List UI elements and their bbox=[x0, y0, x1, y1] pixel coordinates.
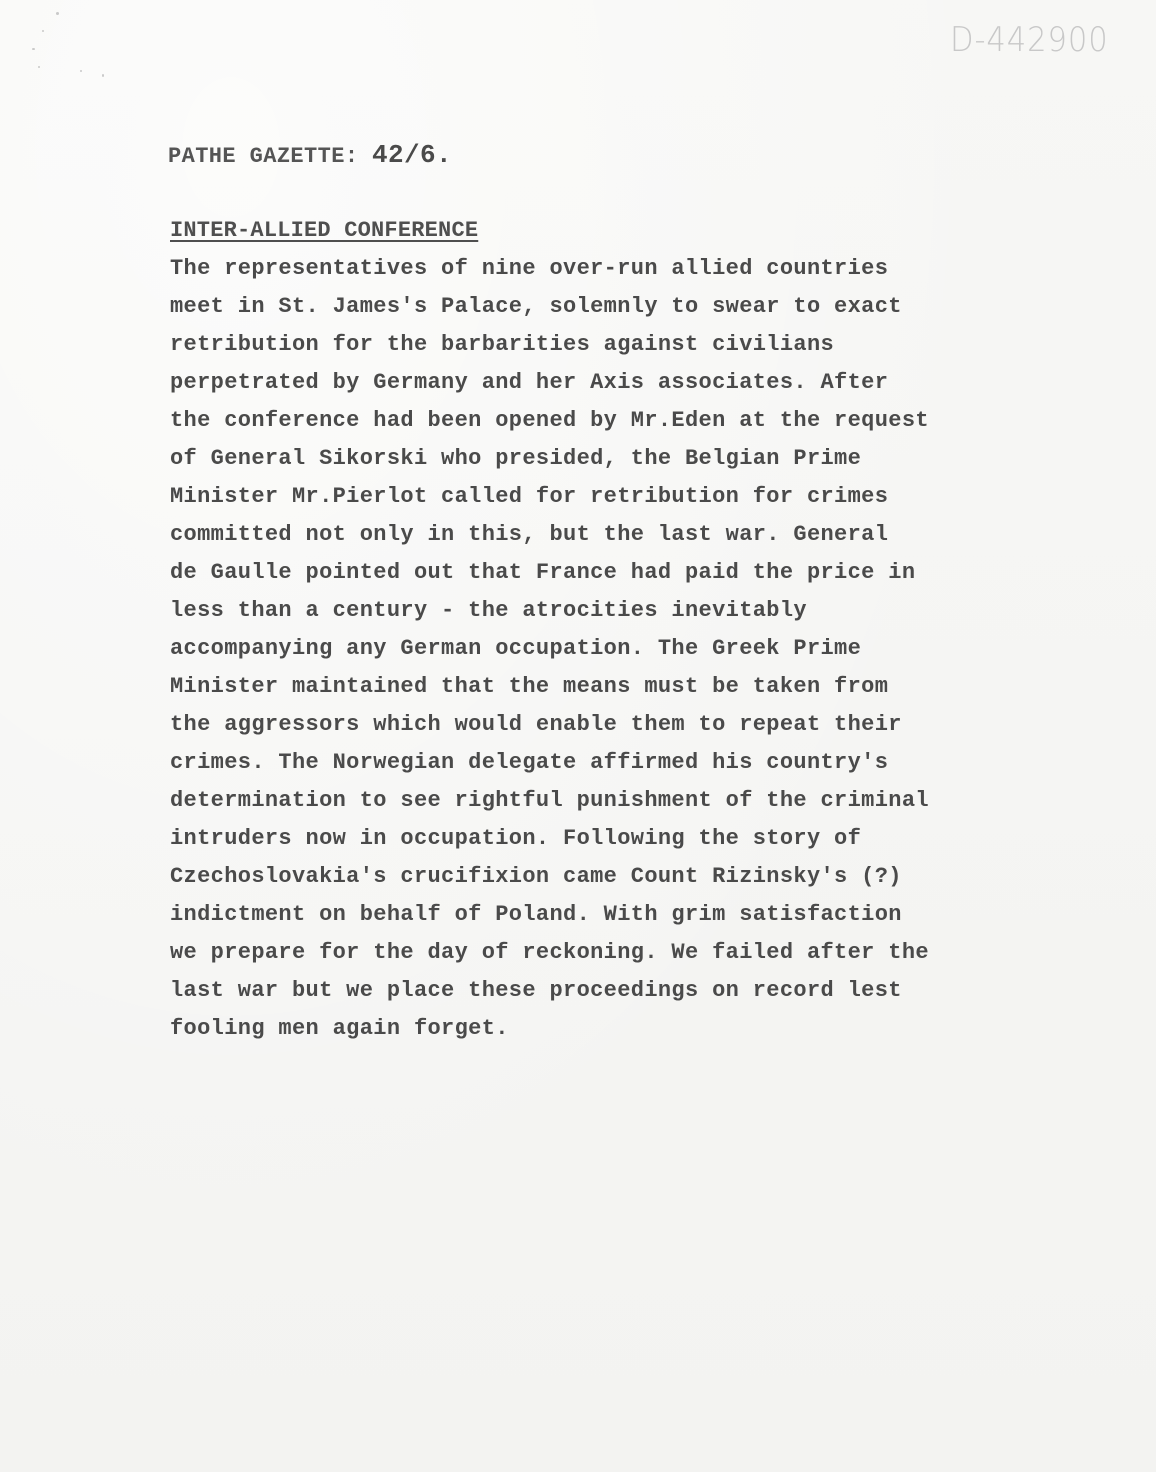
text-line: Czechoslovakia's crucifixion came Count Rizinsky's (?) bbox=[170, 864, 902, 889]
document-header bbox=[168, 140, 452, 170]
text-line: retribution for the barbarities against civilians bbox=[170, 332, 835, 357]
text-line: de Gaulle pointed out that France had paid the price in bbox=[170, 560, 916, 585]
text-line: last war but we place these proceedings on record lest bbox=[170, 978, 902, 1003]
issue-number: 42/6. bbox=[372, 140, 453, 170]
text-line: crimes. The Norwegian delegate affirmed his country's bbox=[170, 750, 889, 775]
text-line: intruders now in occupation. Following the story of bbox=[170, 826, 862, 851]
text-line: of General Sikorski who presided, the Belgian Prime bbox=[170, 446, 862, 471]
text-line: fooling men again forget. bbox=[170, 1016, 509, 1041]
text-line: we prepare for the day of reckoning. We failed after the bbox=[170, 940, 929, 965]
text-line: determination to see rightful punishment of the criminal bbox=[170, 788, 929, 813]
publication-label: PATHE GAZETTE: bbox=[168, 144, 359, 169]
paper-specks bbox=[24, 4, 114, 84]
text-line: committed not only in this, but the last war. General bbox=[170, 522, 889, 547]
text-line: The representatives of nine over-run allied countries bbox=[170, 256, 889, 281]
text-line: perpetrated by Germany and her Axis associates. After bbox=[170, 370, 889, 395]
story-heading: INTER-ALLIED CONFERENCE bbox=[170, 218, 479, 243]
text-line: Minister maintained that the means must be taken from bbox=[170, 674, 889, 699]
text-line: less than a century - the atrocities inevitably bbox=[170, 598, 807, 623]
story-body bbox=[170, 250, 1050, 1048]
text-line: the aggressors which would enable them to repeat their bbox=[170, 712, 902, 737]
text-line: meet in St. James's Palace, solemnly to swear to exact bbox=[170, 294, 902, 319]
archive-reference-number: D-442900 bbox=[950, 20, 1109, 60]
text-line: the conference had been opened by Mr.Eden at the request bbox=[170, 408, 929, 433]
text-line: indictment on behalf of Poland. With grim satisfaction bbox=[170, 902, 902, 927]
text-line: Minister Mr.Pierlot called for retribution for crimes bbox=[170, 484, 889, 509]
text-line: accompanying any German occupation. The Greek Prime bbox=[170, 636, 862, 661]
